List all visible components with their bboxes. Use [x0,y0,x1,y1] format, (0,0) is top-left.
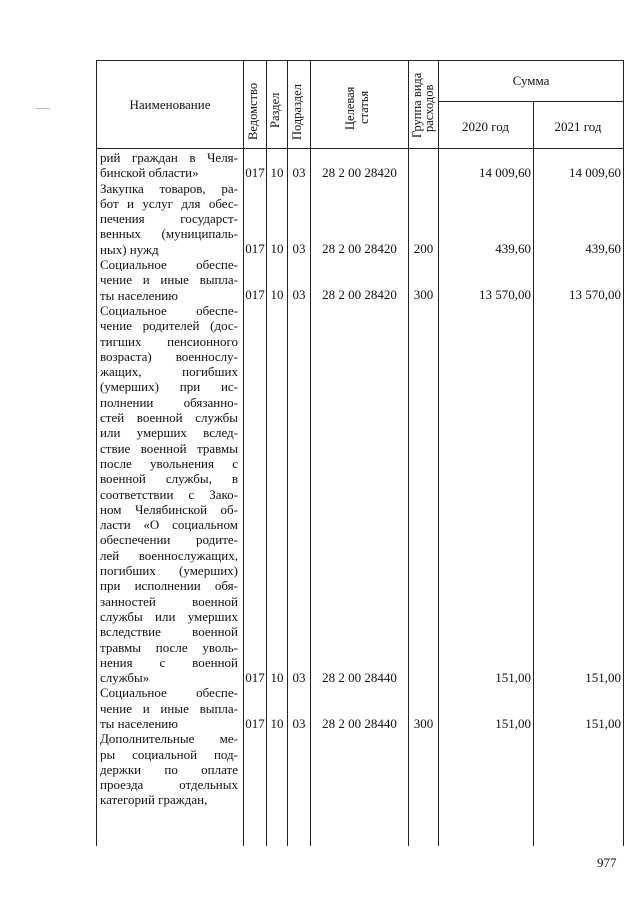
cell-vedomstvo: 017 [245,241,265,257]
header-razdel: Раздел [268,92,282,128]
name-line: травмы после уволь- [100,639,238,655]
sum-header-divider [438,101,624,102]
name-line: рий граждан в Челя- [100,150,238,165]
name-line: Социальное обеспе- [100,257,238,273]
name-line: ствие военной травмы [100,440,238,456]
name-line: обеспечении родите- [100,532,238,548]
cell-razdel: 10 [270,241,284,257]
cell-target: 28 2 00 28440 [322,715,397,731]
name-line: вследствие военной [100,624,238,640]
page-number: 977 [597,855,617,870]
cell-razdel: 10 [270,715,284,731]
name-line: службы или умерших [100,608,238,624]
name-line: погибших (умерших) [100,563,238,579]
margin-mark [36,108,50,109]
name-line: тигших пенсионного [100,333,238,349]
name-line: стей военной службы [100,410,238,426]
cell-sum-2020: 439,60 [495,241,531,257]
header-vedomstvo: Ведомство [246,82,260,140]
name-line: нения с военной [100,654,238,670]
name-line: возраста) военнослу- [100,348,238,364]
header-group-line1: Группа вида [410,72,424,138]
cell-sum-2021: 151,00 [585,669,621,685]
name-line: чение и иные выпла- [100,272,238,288]
cell-podrazdel: 03 [292,241,306,257]
cell-podrazdel: 03 [292,715,306,731]
name-line: бот и услуг для обес- [100,195,238,211]
cell-target: 28 2 00 28440 [322,669,397,685]
name-line: занностей военной [100,593,238,609]
name-column [100,150,238,808]
header-target-line1: Целевая [343,86,357,130]
name-line: ты населению [100,287,178,303]
cell-target: 28 2 00 28420 [322,164,397,180]
name-line: чение родителей (дос- [100,318,238,334]
name-line: держки по оплате [100,761,238,777]
name-line: печения государст- [100,211,238,227]
cell-razdel: 10 [270,669,284,685]
col-border-left [96,60,97,846]
cell-group: 300 [413,715,434,731]
name-line: жащих, погибших [100,364,238,380]
name-line: ты населению [100,715,178,731]
cell-podrazdel: 03 [292,287,306,303]
cell-razdel: 10 [270,287,284,303]
name-line: Социальное обеспе- [100,685,238,701]
header-year-2021: 2021 год [554,119,602,134]
col-border-right [623,60,624,846]
name-line: Закупка товаров, ра- [100,180,238,196]
header-target-line2: статья [357,90,371,124]
header-podrazdel: Подраздел [290,84,304,140]
name-line: чение и иные выпла- [100,700,238,716]
table-top-border [96,60,624,61]
name-line: проезда отдельных [100,777,238,793]
name-line: ласти «О социальном [100,517,238,533]
cell-vedomstvo: 017 [245,669,265,685]
name-line: бинской области» [100,165,199,181]
cell-vedomstvo: 017 [245,715,265,731]
header-year-2020: 2020 год [462,119,509,134]
cell-sum-2021: 439,60 [585,241,621,257]
cell-sum-2021: 151,00 [585,715,621,731]
cell-sum-2021: 14 009,60 [569,164,621,180]
cell-sum-2021: 13 570,00 [569,287,621,303]
cell-sum-2020: 151,00 [495,715,531,731]
cell-sum-2020: 13 570,00 [479,287,531,303]
cell-podrazdel: 03 [292,669,306,685]
name-line: или умерших вслед- [100,425,238,441]
name-line: ры социальной под- [100,746,238,762]
cell-target: 28 2 00 28420 [322,287,397,303]
name-line: после увольнения с [100,455,238,471]
header-sum: Сумма [512,73,550,88]
col-border-sum2020 [533,101,534,846]
cell-group: 300 [413,287,434,303]
name-line: категорий граждан, [100,792,208,808]
name-line: ных) нужд [100,241,159,257]
name-line: Социальное обеспе- [100,302,238,318]
name-line: ном Челябинской об- [100,501,238,517]
header-name: Наименование [129,97,211,112]
name-line: Дополнительные ме- [100,731,238,747]
cell-group: 200 [413,241,434,257]
name-line: соответствии с Зако- [100,486,238,502]
name-line: военной службы, в [100,471,238,487]
name-line: (умерших) при ис- [100,379,238,395]
cell-target: 28 2 00 28420 [322,241,397,257]
cell-podrazdel: 03 [292,164,306,180]
name-line: лей военнослужащих, [100,547,238,563]
header-group-line2: расходов [422,84,436,132]
cell-vedomstvo: 017 [245,287,265,303]
header-bottom-border [96,148,624,149]
name-line: полнении обязанно- [100,394,238,410]
name-line: венных (муниципаль- [100,226,238,242]
cell-vedomstvo: 017 [245,164,265,180]
cell-sum-2020: 151,00 [495,669,531,685]
cell-razdel: 10 [270,164,284,180]
name-line: службы» [100,670,150,686]
name-line: при исполнении обя- [100,578,238,594]
cell-sum-2020: 14 009,60 [479,164,531,180]
